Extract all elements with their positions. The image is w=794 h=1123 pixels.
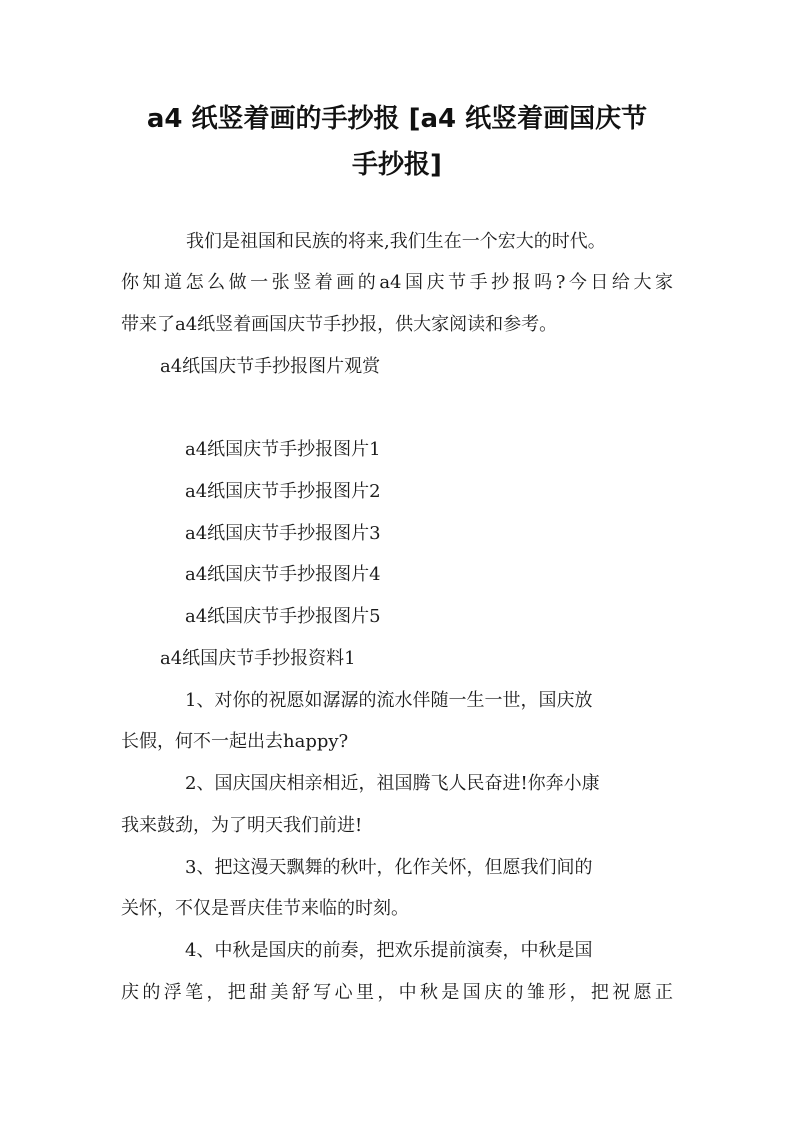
document-title bbox=[110, 96, 684, 188]
item-2-line-1: 2、国庆国庆相亲相近，祖国腾飞人民奋进!你奔小康 bbox=[185, 773, 600, 794]
image-caption-4: a4纸国庆节手抄报图片4 bbox=[185, 564, 381, 585]
image-caption-3: a4纸国庆节手抄报图片3 bbox=[185, 523, 381, 544]
title-line-1: a4 纸竖着画的手抄报 [a4 纸竖着画国庆节 bbox=[146, 104, 648, 134]
item-4-line-1: 4、中秋是国庆的前奏，把欢乐提前演奏，中秋是国 bbox=[185, 940, 593, 961]
item-3-line-2: 关怀，不仅是晋庆佳节来临的时刻。 bbox=[121, 898, 409, 919]
section-gallery-heading: a4纸国庆节手抄报图片观赏 bbox=[160, 356, 381, 377]
section-material-heading: a4纸国庆节手抄报资料1 bbox=[160, 648, 356, 669]
item-3-line-1: 3、把这漫天飘舞的秋叶，化作关怀，但愿我们间的 bbox=[185, 857, 593, 878]
item-4-line-2: 庆的浮笔，把甜美舒写心里，中秋是国庆的雏形，把祝愿正 bbox=[121, 982, 673, 1003]
item-1-line-1: 1、对你的祝愿如潺潺的流水伴随一生一世，国庆放 bbox=[185, 690, 593, 711]
intro-line-2: 你知道怎么做一张竖着画的a4国庆节手抄报吗?今日给大家 bbox=[121, 272, 673, 293]
item-2-line-2: 我来鼓劲，为了明天我们前进! bbox=[121, 815, 363, 836]
intro-line-1: 我们是祖国和民族的将来,我们生在一个宏大的时代。 bbox=[186, 231, 606, 252]
item-1-line-2: 长假，何不一起出去happy? bbox=[121, 731, 349, 752]
title-line-2: 手抄报] bbox=[352, 150, 442, 180]
image-caption-2: a4纸国庆节手抄报图片2 bbox=[185, 481, 381, 502]
image-caption-5: a4纸国庆节手抄报图片5 bbox=[185, 606, 381, 627]
image-caption-1: a4纸国庆节手抄报图片1 bbox=[185, 439, 381, 460]
intro-line-3: 带来了a4纸竖着画国庆节手抄报，供大家阅读和参考。 bbox=[121, 314, 558, 335]
